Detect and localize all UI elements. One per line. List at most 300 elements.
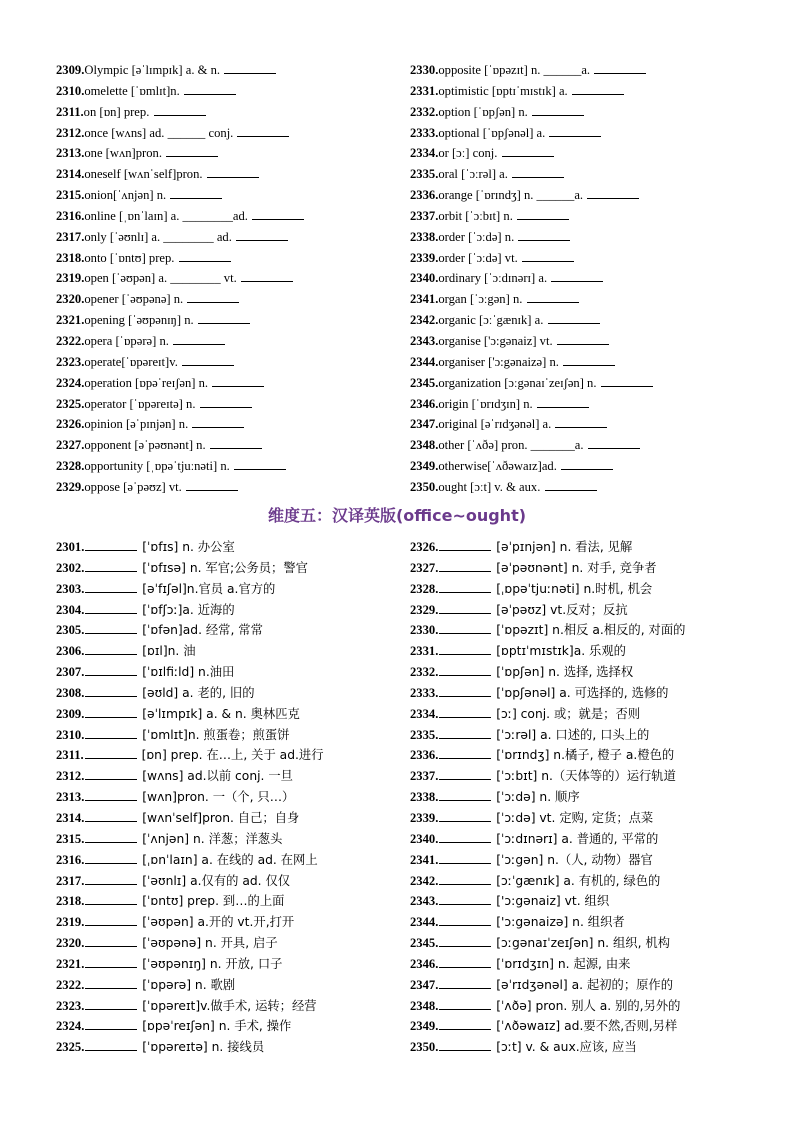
entry-number: 2347. [410,977,439,992]
answer-blank[interactable] [439,956,491,968]
entry-text: onto [ˈɒntʊ] prep. [84,250,178,265]
entry-definition: [ɒn] prep. 在…上, 关于 ad.进行 [137,748,324,763]
answer-blank[interactable] [85,581,137,593]
entry-definition: [ˈɒfɪsə] n. 军官;公务员；警官 [138,560,308,575]
entry-number: 2330. [410,63,439,77]
entry-number: 2337. [410,208,439,223]
entry-number: 2320. [56,936,85,951]
translation-entry [410,829,746,850]
answer-blank[interactable] [439,747,491,759]
answer-blank[interactable] [85,1018,137,1030]
answer-blank[interactable] [439,893,491,905]
entry-number: 2342. [410,313,439,328]
answer-blank[interactable] [85,664,137,676]
entry-definition: [əˈpɪnjən] n. 看法, 见解 [492,540,633,554]
answer-blank[interactable] [439,706,491,718]
answer-blank[interactable] [594,62,646,74]
entry-number: 2309. [56,63,85,77]
translation-entry [410,662,746,683]
entry-text: ought [ɔːt] v. & aux. [438,479,544,494]
entry-text: organise ['ɔ:gənaiz] vt. [438,333,556,348]
vocab-entry [410,143,746,164]
entry-text: opportunity [ˌɒpəˈtjuːnəti] n. [84,459,233,474]
translation-entry [56,600,410,621]
answer-blank[interactable] [192,416,244,428]
entry-text: omelette [ˈɒmlɪt]n. [84,83,183,98]
translation-entry [410,745,746,766]
vocab-entry [410,289,746,310]
vocab-entry [410,248,746,269]
vocab-entry [56,102,410,123]
translation-entry [410,891,746,912]
entry-text: open [ˈəʊpən] a. ________ vt. [84,271,240,286]
answer-blank[interactable] [555,416,607,428]
translation-entry [410,600,746,621]
answer-blank[interactable] [234,458,286,470]
answer-blank[interactable] [170,187,222,199]
answer-blank[interactable] [522,250,574,262]
entry-number: 2317. [56,873,85,888]
entry-number: 2307. [56,665,85,680]
entry-number: 2350. [410,1040,439,1055]
answer-blank[interactable] [85,831,137,843]
entry-number: 2349. [410,1019,439,1034]
entry-definition: [ˈɒpəzɪt] n.相反 a.相反的, 对面的 [492,623,686,638]
translation-entry [56,558,410,579]
answer-blank[interactable] [198,312,250,324]
translation-entry [410,683,746,704]
entry-definition: [ˈɒpʃənəl] a. 可选择的, 选修的 [492,685,669,700]
entry-text: orbit [ˈɔːbɪt] n. [438,208,516,223]
translation-entry [410,787,746,808]
vocab-entry [410,373,746,394]
translation-entry [56,725,410,746]
entry-number: 2319. [56,271,85,286]
answer-blank[interactable] [85,560,137,572]
entry-number: 2336. [410,188,439,203]
answer-blank[interactable] [549,125,601,137]
translation-entry [56,787,410,808]
entry-text: origin [ˈɒrɪdʒɪn] n. [438,396,536,411]
entry-number: 2323. [56,998,85,1013]
answer-blank[interactable] [241,270,293,282]
answer-blank[interactable] [563,354,615,366]
entry-number: 2321. [56,956,85,971]
entry-text: organic [ɔːˈgænɪk] a. [438,313,547,328]
entry-text: on [ɒn] prep. [83,104,153,119]
entry-number: 2322. [56,333,85,348]
translation-entry [56,745,410,766]
translation-entry [410,954,746,975]
entry-number: 2318. [56,250,85,265]
answer-blank[interactable] [527,291,579,303]
entry-number: 2314. [56,167,85,182]
entry-number: 2348. [410,998,439,1013]
answer-blank[interactable] [154,104,206,116]
entry-number: 2343. [410,894,439,909]
entry-number: 2316. [56,208,85,223]
answer-blank[interactable] [439,622,491,634]
entry-number: 2338. [410,790,439,805]
entry-definition: [ɒɪl]n. 油 [138,644,196,659]
answer-blank[interactable] [184,83,236,95]
vocab-entry [410,310,746,331]
entry-number: 2341. [410,292,439,307]
translation-entry [56,766,410,787]
entry-number: 2343. [410,333,439,348]
entry-definition: [ˈɔːrəl] a. 口述的, 口头上的 [492,727,650,742]
entry-definition: [ˈʌðəwaɪz] ad.要不然,否则,另样 [492,1019,678,1034]
translation-entry [410,620,746,641]
entry-number: 2335. [410,167,439,182]
entry-number: 2301. [56,540,85,554]
translation-entry [410,975,746,996]
answer-blank[interactable] [85,768,137,780]
answer-blank[interactable] [85,789,137,801]
answer-blank[interactable] [439,810,491,822]
entry-number: 2315. [56,188,85,203]
entry-text: otherwise[ˈʌðəwaɪz]ad. [438,459,561,474]
entry-text: one [wʌn]pron. [84,146,166,161]
entry-number: 2342. [410,873,439,888]
entry-text: Olympic [əˈlɪmpɪk] a. & n. [84,63,224,77]
vocab-entry [56,185,410,206]
answer-blank[interactable] [85,977,137,989]
entry-number: 2340. [410,271,439,286]
entry-number: 2339. [410,810,439,825]
answer-blank[interactable] [439,852,491,864]
answer-blank[interactable] [85,852,137,864]
entry-number: 2306. [56,644,85,659]
vocab-entry [56,477,410,498]
translation-entry [56,891,410,912]
entry-text: organization [ɔːgənaɪˈzeɪʃən] n. [438,375,600,390]
entry-number: 2315. [56,831,85,846]
translation-entry [410,1016,746,1037]
answer-blank[interactable] [517,208,569,220]
vocab-entry [410,352,746,373]
answer-blank[interactable] [210,437,262,449]
vocab-entry [410,477,746,498]
part2-right-column [410,537,746,1058]
answer-blank[interactable] [173,333,225,345]
answer-blank[interactable] [85,893,137,905]
answer-blank[interactable] [439,643,491,655]
answer-blank[interactable] [439,977,491,989]
entry-number: 2338. [410,229,439,244]
vocab-entry [56,373,410,394]
entry-number: 2335. [410,727,439,742]
answer-blank[interactable] [439,914,491,926]
answer-blank[interactable] [572,83,624,95]
entry-number: 2321. [56,313,85,328]
answer-blank[interactable] [85,914,137,926]
translation-entry [410,912,746,933]
vocab-entry [56,289,410,310]
vocab-entry [410,268,746,289]
translation-entry [56,871,410,892]
entry-number: 2302. [56,560,85,575]
entry-definition: [ˈɔːdə] vt. 定购, 定货；点菜 [492,810,654,825]
answer-blank[interactable] [532,104,584,116]
entry-number: 2311. [56,104,84,119]
answer-blank[interactable] [439,935,491,947]
entry-number: 2341. [410,852,439,867]
vocab-entry [410,394,746,415]
translation-entry [56,975,410,996]
answer-blank[interactable] [166,145,218,157]
entry-definition: [ˈəʊpənə] n. 开具, 启子 [138,936,278,951]
entry-number: 2328. [410,581,439,596]
entry-text: only [ˈəʊnlɪ] a. ________ ad. [84,229,236,244]
entry-definition: [əˈlɪmpɪk] a. & n. 奥林匹克 [138,706,300,721]
answer-blank[interactable] [439,560,491,572]
entry-definition: [ˈɒmlɪt]n. 煎蛋卷；煎蛋饼 [138,727,290,742]
vocab-entry [410,414,746,435]
answer-blank[interactable] [85,747,137,759]
translation-entry [56,683,410,704]
entry-text: operator [ˈɒpəreɪtə] n. [84,396,199,411]
answer-blank[interactable] [85,643,137,655]
answer-blank[interactable] [85,998,137,1010]
answer-blank[interactable] [587,187,639,199]
answer-blank[interactable] [439,581,491,593]
translation-entry [410,1037,746,1058]
answer-blank[interactable] [85,706,137,718]
answer-blank[interactable] [85,1039,137,1051]
answer-blank[interactable] [224,62,276,74]
answer-blank[interactable] [182,354,234,366]
translation-entry [56,954,410,975]
answer-blank[interactable] [200,396,252,408]
vocab-entry [56,352,410,373]
answer-blank[interactable] [439,539,491,551]
entry-number: 2308. [56,685,85,700]
answer-blank[interactable] [439,1018,491,1030]
entry-number: 2329. [410,602,439,617]
entry-number: 2331. [410,83,439,98]
answer-blank[interactable] [537,396,589,408]
entry-text: opposite [ˈɒpəzɪt] n. ______a. [438,63,594,77]
answer-blank[interactable] [439,685,491,697]
answer-blank[interactable] [439,873,491,885]
entry-definition: [ɔːt] v. & aux.应该, 应当 [492,1040,637,1055]
entry-definition: [əˈpəʊnənt] n. 对手, 竞争者 [492,560,657,575]
entry-definition: [əˈrɪdʒənəl] a. 起初的；原作的 [492,977,674,992]
entry-definition: [ˈɒpərə] n. 歌剧 [138,977,236,992]
answer-blank[interactable] [85,602,137,614]
entry-text: opinion [əˈpɪnjən] n. [84,417,192,432]
answer-blank[interactable] [85,873,137,885]
translation-entry [410,996,746,1017]
answer-blank[interactable] [518,229,570,241]
translation-entry [56,912,410,933]
answer-blank[interactable] [557,333,609,345]
translation-entry [410,579,746,600]
answer-blank[interactable] [439,1039,491,1051]
answer-blank[interactable] [512,166,564,178]
answer-blank[interactable] [439,789,491,801]
vocab-entry [410,331,746,352]
entry-definition: [ˈʌnjən] n. 洋葱；洋葱头 [138,831,283,846]
answer-blank[interactable] [85,685,137,697]
entry-text: original [əˈrɪdʒənəl] a. [438,417,555,432]
entry-definition: [ˌɒpəˈtjuːnəti] n.时机, 机会 [492,581,653,596]
entry-text: oral [ˈɔːrəl] a. [438,167,512,182]
entry-text: onion[ˈʌnjən] n. [84,188,170,203]
translation-entry [410,766,746,787]
vocab-entry [56,227,410,248]
vocab-entry [56,394,410,415]
entry-number: 2320. [56,292,85,307]
entry-text: orange [ˈɒrɪndʒ] n. ______a. [438,188,587,203]
translation-entry [56,1016,410,1037]
entry-definition: [əˈpəʊz] vt.反对；反抗 [492,602,628,617]
answer-blank[interactable] [502,145,554,157]
answer-blank[interactable] [237,125,289,137]
entry-number: 2323. [56,354,85,369]
answer-blank[interactable] [186,479,238,491]
translation-entry [410,558,746,579]
entry-definition: [əʊld] a. 老的, 旧的 [138,685,255,700]
entry-definition: [ˈɒrɪndʒ] n.橘子, 橙子 a.橙色的 [492,748,675,763]
answer-blank[interactable] [85,622,137,634]
entry-definition: [ˈʌðə] pron. 别人 a. 别的,另外的 [492,998,681,1013]
vocab-entry [410,123,746,144]
entry-definition: [ˌɒnˈlaɪn] a. 在线的 ad. 在网上 [138,852,318,867]
entry-definition: [ˈɒpəreɪtə] n. 接线员 [138,1040,265,1055]
entry-number: 2340. [410,831,439,846]
entry-number: 2347. [410,417,439,432]
answer-blank[interactable] [545,479,597,491]
translation-entry [56,933,410,954]
entry-text: once [wʌns] ad. ______ conj. [84,125,237,140]
vocab-entry [56,81,410,102]
answer-blank[interactable] [439,664,491,676]
translation-entry [410,537,746,558]
answer-blank[interactable] [85,539,137,551]
answer-blank[interactable] [439,998,491,1010]
entry-text: ordinary [ˈɔːdɪnərɪ] a. [438,271,551,286]
entry-number: 2346. [410,396,439,411]
vocab-entry [56,268,410,289]
entry-number: 2349. [410,459,439,474]
entry-text: other [ˈʌðə] pron. _______a. [438,438,587,453]
vocab-entry [56,248,410,269]
entry-definition: [ɔː] conj. 或；就是；否则 [492,706,641,721]
translation-entry [56,808,410,829]
entry-definition: [ɔːˈgænɪk] a. 有机的, 绿色的 [492,873,661,888]
answer-blank[interactable] [85,727,137,739]
answer-blank[interactable] [588,437,640,449]
entry-number: 2339. [410,250,439,265]
entry-text: oneself [wʌnˈself]pron. [84,167,206,182]
entry-text: online [ˌɒnˈlaɪn] a. ________ad. [84,208,252,223]
answer-blank[interactable] [85,956,137,968]
entry-text: optional [ˈɒpʃənəl] a. [438,125,549,140]
translation-entry [410,871,746,892]
translation-entry [410,704,746,725]
answer-blank[interactable] [85,810,137,822]
vocab-entry [56,206,410,227]
entry-text: option [ˈɒpʃən] n. [438,104,531,119]
vocab-entry [410,227,746,248]
entry-number: 2312. [56,769,85,784]
entry-definition: [ˈɒrɪdʒɪn] n. 起源, 由来 [492,956,631,971]
section-title: 维度五：汉译英版(office~ought) [267,506,527,525]
answer-blank[interactable] [561,458,613,470]
part1-right-column [410,60,746,498]
translation-entry [56,829,410,850]
entry-definition: [wʌns] ad.以前 conj. 一旦 [138,769,293,784]
entry-definition: [ɒptɪˈmɪstɪk]a. 乐观的 [492,644,626,659]
entry-definition: ['ɔ:gənaiz] vt. 组织 [492,894,610,909]
answer-blank[interactable] [601,375,653,387]
answer-blank[interactable] [439,768,491,780]
entry-number: 2334. [410,146,439,161]
entry-number: 2333. [410,125,439,140]
answer-blank[interactable] [179,250,231,262]
vocab-entry [56,143,410,164]
translation-entry [410,933,746,954]
entry-definition: [ˈəʊpənɪŋ] n. 开放, 口子 [138,956,283,971]
part1-left-column [56,60,410,498]
entry-definition: [ɔːgənaɪˈzeɪʃən] n. 组织, 机构 [492,936,671,951]
entry-text: oppose [əˈpəʊz] vt. [84,479,185,494]
entry-text: organ [ˈɔːgən] n. [438,292,526,307]
answer-blank[interactable] [85,935,137,947]
translation-entry [56,850,410,871]
entry-definition: [ˈɒfʃɔː]a. 近海的 [138,602,235,617]
vocab-entry [410,102,746,123]
entry-definition: [ˈɔːdɪnərɪ] a. 普通的, 平常的 [492,831,659,846]
entry-number: 2327. [56,438,85,453]
answer-blank[interactable] [551,270,603,282]
answer-blank[interactable] [207,166,259,178]
entry-definition: [ɒpəˈreɪʃən] n. 手术, 操作 [138,1019,292,1034]
answer-blank[interactable] [439,727,491,739]
answer-blank[interactable] [439,602,491,614]
entry-number: 2345. [410,375,439,390]
answer-blank[interactable] [212,375,264,387]
entry-number: 2331. [410,644,439,659]
translation-entry [410,641,746,662]
entry-text: opening [ˈəʊpənɪŋ] n. [84,313,197,328]
entry-definition: [ˈɔːbɪt] n.（天体等的）运行轨道 [492,769,676,784]
vocab-entry [56,414,410,435]
translation-entry [56,996,410,1017]
answer-blank[interactable] [252,208,304,220]
entry-number: 2332. [410,104,439,119]
entry-definition: [ˈɒfən]ad. 经常, 常常 [138,623,263,638]
answer-blank[interactable] [439,831,491,843]
entry-number: 2316. [56,852,85,867]
entry-number: 2322. [56,977,85,992]
translation-entry [410,808,746,829]
vocab-entry [410,435,746,456]
translation-entry [56,537,410,558]
vocab-entry [56,456,410,477]
entry-number: 2311. [56,748,84,763]
entry-number: 2324. [56,1019,85,1034]
part2-columns [56,537,746,1058]
answer-blank[interactable] [548,312,600,324]
entry-number: 2328. [56,459,85,474]
vocab-entry [410,81,746,102]
entry-definition: [ˈɒpəreɪt]v.做手术, 运转；经营 [138,998,317,1013]
answer-blank[interactable] [236,229,288,241]
answer-blank[interactable] [187,291,239,303]
